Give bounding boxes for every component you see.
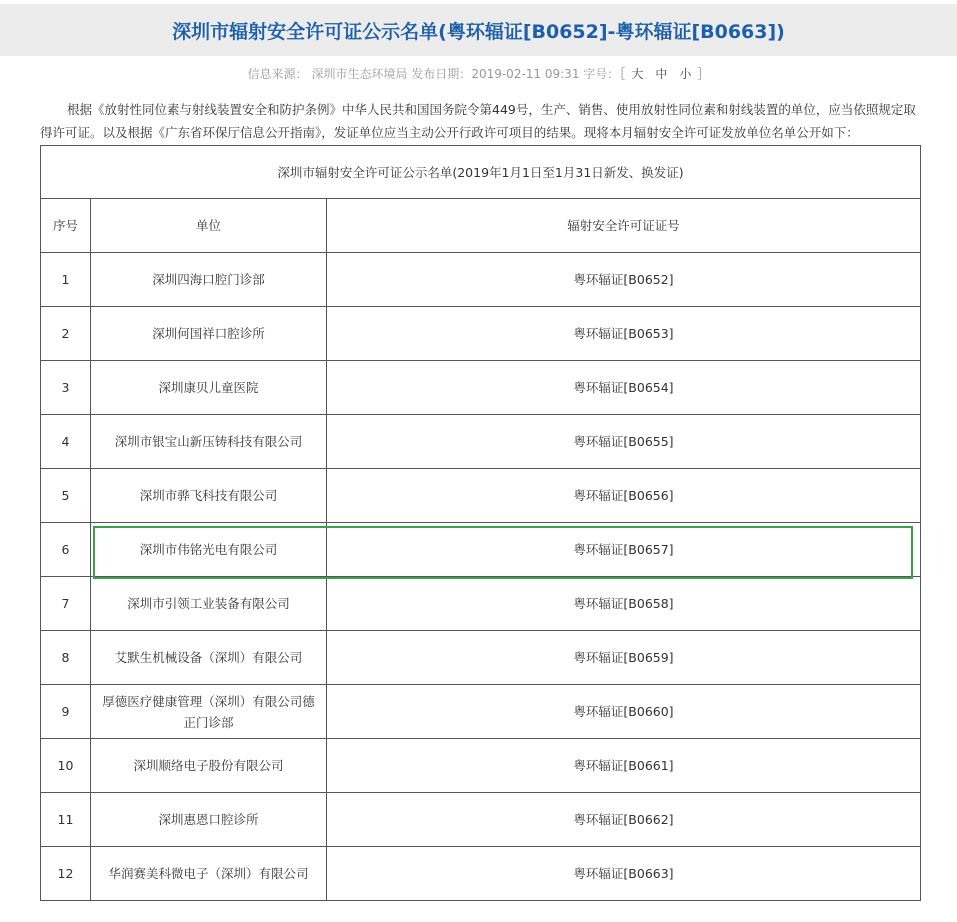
- bracket-close: ］: [697, 67, 710, 81]
- row-license: 粤环辐证[B0652]: [327, 253, 921, 307]
- row-index: 10: [41, 739, 91, 793]
- table-row: [41, 469, 921, 523]
- row-unit: 深圳何国祥口腔诊所: [91, 307, 327, 361]
- font-size-small-link[interactable]: 小: [679, 67, 692, 81]
- row-license: 粤环辐证[B0661]: [327, 739, 921, 793]
- table-row: [41, 847, 921, 901]
- row-index: 1: [41, 253, 91, 307]
- font-size-large-link[interactable]: 大: [631, 67, 644, 81]
- row-index: 8: [41, 631, 91, 685]
- bracket-open: ［: [619, 67, 626, 81]
- intro-paragraph: 根据《放射性同位素与射线装置安全和防护条例》中华人民共和国国务院令第449号，生产、销售、使用放射性同位素和射线装置的单位，应当依照规定取得许可证。以及根据《广东省环保厅信息公开指南》，发证单位应当主动公开行政许可项目的结果。现将本月辐射安全许可证发放单位名单公开如下：: [40, 102, 916, 140]
- row-unit: 深圳市骅飞科技有限公司: [91, 469, 327, 523]
- row-unit: 艾默生机械设备（深圳）有限公司: [91, 631, 327, 685]
- article-meta: [0, 64, 957, 84]
- license-table: [40, 145, 921, 901]
- header-license: 辐射安全许可证证号: [327, 199, 921, 253]
- header-unit: 单位: [91, 199, 327, 253]
- date-value: 2019-02-11 09:31: [471, 67, 580, 81]
- date-label: 发布日期：: [411, 67, 472, 81]
- font-size-label: 字号：: [583, 67, 620, 81]
- table-row: [41, 415, 921, 469]
- table-caption: 深圳市辐射安全许可证公示名单(2019年1月1日至1月31日新发、换发证): [41, 146, 921, 199]
- page-title: 深圳市辐射安全许可证公示名单(粤环辐证[B0652]-粤环辐证[B0663]): [172, 20, 785, 43]
- row-unit: 深圳市伟铭光电有限公司: [91, 523, 327, 577]
- row-license: 粤环辐证[B0663]: [327, 847, 921, 901]
- row-unit: 深圳市银宝山新压铸科技有限公司: [91, 415, 327, 469]
- table-header-row: [41, 199, 921, 253]
- table-row: [41, 631, 921, 685]
- table-row: [41, 793, 921, 847]
- row-license: 粤环辐证[B0653]: [327, 307, 921, 361]
- row-license: 粤环辐证[B0655]: [327, 415, 921, 469]
- row-unit: 深圳市引领工业装备有限公司: [91, 577, 327, 631]
- row-index: 5: [41, 469, 91, 523]
- table-row: [41, 685, 921, 739]
- title-bar: [0, 4, 957, 56]
- row-license: 粤环辐证[B0657]: [327, 523, 921, 577]
- source-label: 信息来源：: [247, 67, 308, 81]
- header-index: 序号: [41, 199, 91, 253]
- table-row: [41, 577, 921, 631]
- row-index: 12: [41, 847, 91, 901]
- row-unit: 厚德医疗健康管理（深圳）有限公司德正门诊部: [91, 685, 327, 739]
- row-index: 4: [41, 415, 91, 469]
- row-license: 粤环辐证[B0659]: [327, 631, 921, 685]
- row-unit: 深圳康贝儿童医院: [91, 361, 327, 415]
- table-row: [41, 361, 921, 415]
- row-index: 7: [41, 577, 91, 631]
- font-size-medium-link[interactable]: 中: [655, 67, 668, 81]
- table-row: [41, 523, 921, 577]
- row-license: 粤环辐证[B0658]: [327, 577, 921, 631]
- row-index: 11: [41, 793, 91, 847]
- row-index: 3: [41, 361, 91, 415]
- row-unit: 深圳四海口腔门诊部: [91, 253, 327, 307]
- row-license: 粤环辐证[B0662]: [327, 793, 921, 847]
- row-index: 6: [41, 523, 91, 577]
- row-license: 粤环辐证[B0654]: [327, 361, 921, 415]
- row-unit: 深圳顺络电子股份有限公司: [91, 739, 327, 793]
- row-license: 粤环辐证[B0656]: [327, 469, 921, 523]
- row-index: 9: [41, 685, 91, 739]
- row-unit: 华润赛美科微电子（深圳）有限公司: [91, 847, 327, 901]
- table-caption-row: [41, 146, 921, 199]
- table-row: [41, 739, 921, 793]
- row-index: 2: [41, 307, 91, 361]
- source-value: 深圳市生态环境局: [311, 67, 408, 81]
- table-row: [41, 253, 921, 307]
- row-license: 粤环辐证[B0660]: [327, 685, 921, 739]
- table-row: [41, 307, 921, 361]
- row-unit: 深圳惠恩口腔诊所: [91, 793, 327, 847]
